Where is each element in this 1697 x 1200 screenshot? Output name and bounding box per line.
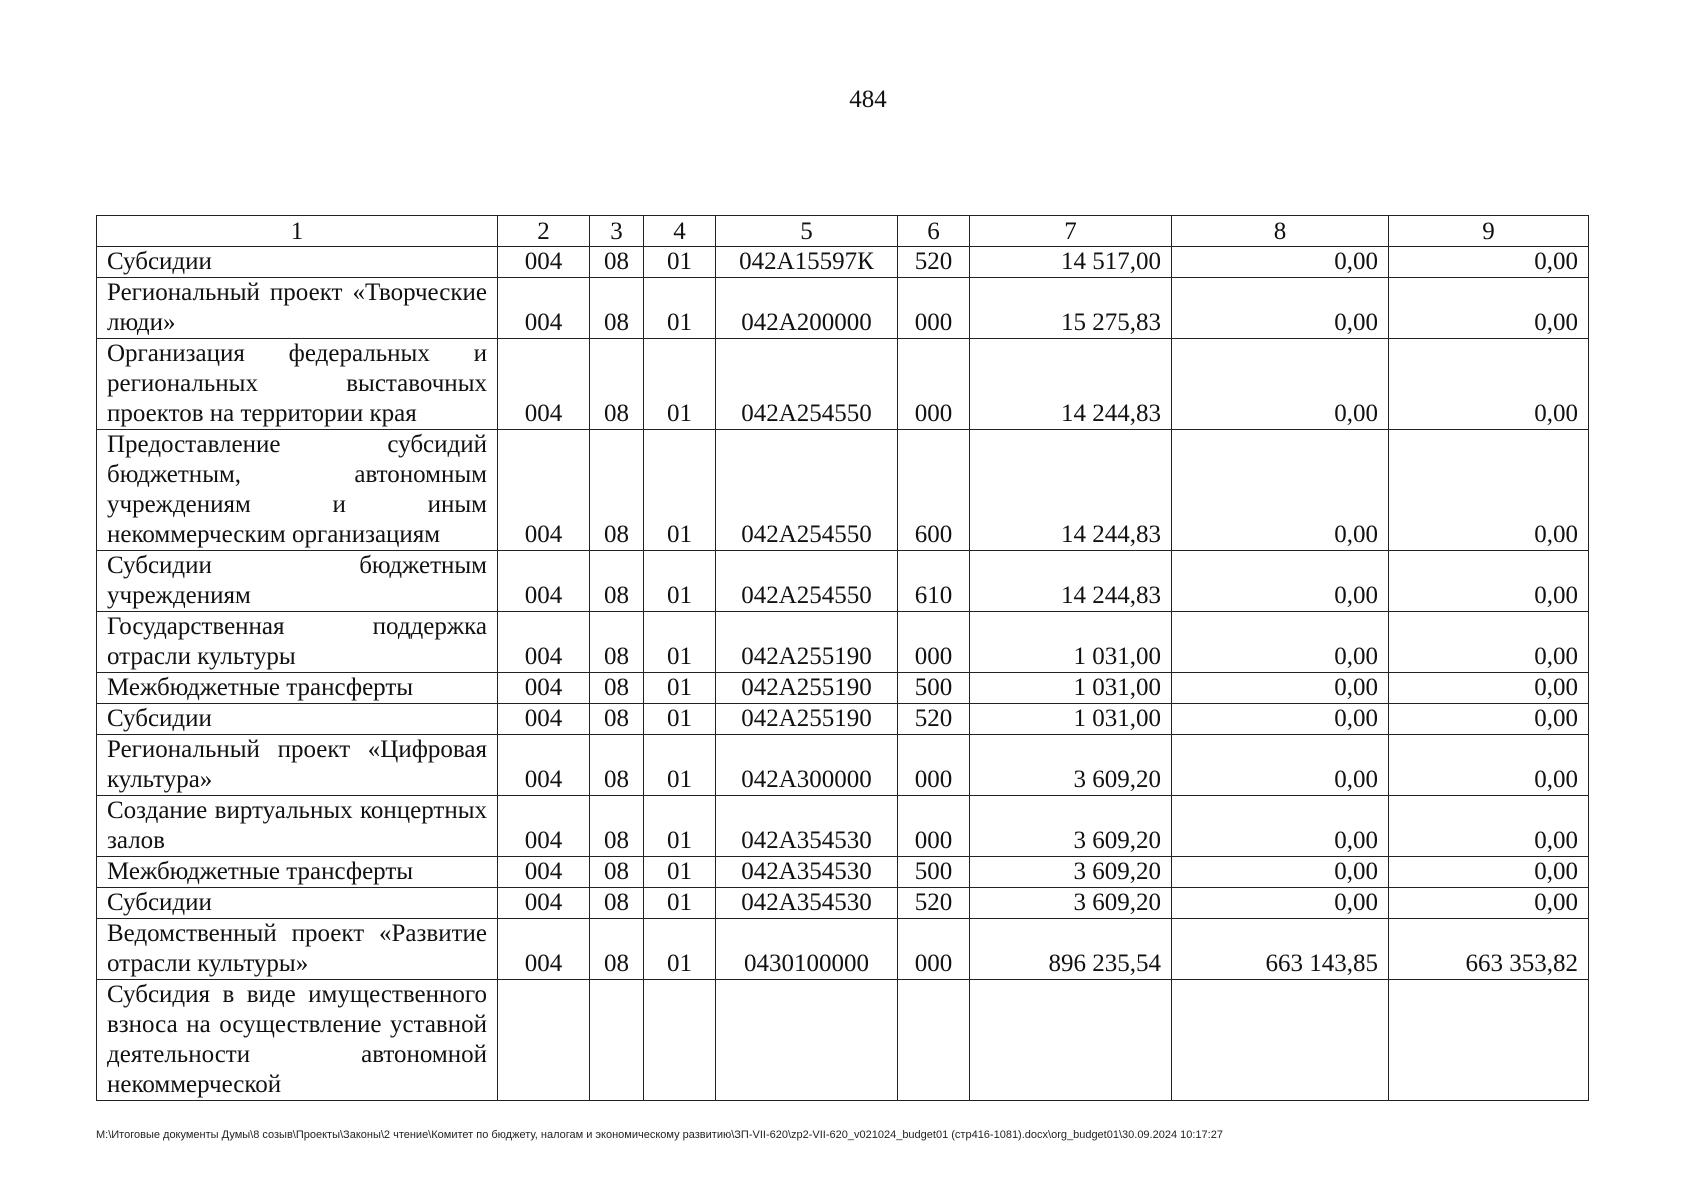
cell-col6: 520 [898,247,970,278]
column-header: 7 [970,216,1172,247]
cell-col9 [1389,980,1589,1101]
row-name: Межбюджетные трансферты [97,857,498,888]
cell-col4: 01 [644,278,716,339]
cell-col7 [970,980,1172,1101]
table-row [97,919,1589,980]
cell-col8: 0,00 [1172,247,1389,278]
cell-col6: 500 [898,857,970,888]
cell-col2: 004 [498,278,590,339]
cell-col5: 042А354530 [716,857,898,888]
cell-col6: 000 [898,735,970,796]
cell-col2: 004 [498,551,590,612]
cell-col4: 01 [644,339,716,430]
cell-col6: 000 [898,919,970,980]
cell-col5: 042А354530 [716,796,898,857]
cell-col2: 004 [498,796,590,857]
table-row [97,888,1589,919]
cell-col3: 08 [590,735,644,796]
cell-col5: 042А254550 [716,551,898,612]
cell-col6: 520 [898,704,970,735]
cell-col6: 000 [898,612,970,673]
cell-col2 [498,980,590,1101]
row-name: Региональный проект «Цифровая культура» [97,735,498,796]
cell-col7: 14 244,83 [970,339,1172,430]
cell-col4 [644,980,716,1101]
row-name: Ведомственный проект «Развитие отрасли культуры» [97,919,498,980]
budget-table [96,215,1589,1101]
column-header: 8 [1172,216,1389,247]
cell-col5: 042А15597К [716,247,898,278]
cell-col8: 0,00 [1172,278,1389,339]
cell-col2: 004 [498,339,590,430]
cell-col6: 000 [898,339,970,430]
row-name: Субсидии бюджетным учреждениям [97,551,498,612]
cell-col5: 042А300000 [716,735,898,796]
cell-col2: 004 [498,857,590,888]
cell-col3: 08 [590,704,644,735]
cell-col6 [898,980,970,1101]
cell-col3: 08 [590,612,644,673]
cell-col8: 0,00 [1172,430,1389,551]
row-name: Субсидии [97,247,498,278]
cell-col7: 1 031,00 [970,612,1172,673]
cell-col9: 0,00 [1389,339,1589,430]
cell-col4: 01 [644,612,716,673]
cell-col2: 004 [498,612,590,673]
cell-col3: 08 [590,430,644,551]
cell-col7: 14 244,83 [970,551,1172,612]
cell-col8: 0,00 [1172,673,1389,704]
column-header: 3 [590,216,644,247]
cell-col7: 1 031,00 [970,704,1172,735]
cell-col3 [590,980,644,1101]
table-row [97,430,1589,551]
cell-col7: 3 609,20 [970,735,1172,796]
cell-col9: 663 353,82 [1389,919,1589,980]
cell-col4: 01 [644,430,716,551]
cell-col8 [1172,980,1389,1101]
cell-col9: 0,00 [1389,796,1589,857]
cell-col8: 663 143,85 [1172,919,1389,980]
cell-col3: 08 [590,247,644,278]
row-name: Субсидии [97,888,498,919]
cell-col2: 004 [498,704,590,735]
cell-col9: 0,00 [1389,857,1589,888]
cell-col6: 600 [898,430,970,551]
cell-col3: 08 [590,551,644,612]
row-name: Региональный проект «Творческие люди» [97,278,498,339]
row-name: Государственная поддержка отрасли культуры [97,612,498,673]
cell-col8: 0,00 [1172,735,1389,796]
table-row [97,551,1589,612]
cell-col4: 01 [644,919,716,980]
row-name: Организация федеральных и региональных выставочных проектов на территории края [97,339,498,430]
cell-col6: 520 [898,888,970,919]
cell-col3: 08 [590,673,644,704]
page-number: 484 [849,86,887,113]
cell-col2: 004 [498,247,590,278]
table-row [97,247,1589,278]
cell-col2: 004 [498,673,590,704]
cell-col5: 042А255190 [716,673,898,704]
cell-col5: 042А255190 [716,612,898,673]
cell-col6: 500 [898,673,970,704]
cell-col7: 3 609,20 [970,796,1172,857]
cell-col5: 042А255190 [716,704,898,735]
cell-col9: 0,00 [1389,888,1589,919]
cell-col9: 0,00 [1389,247,1589,278]
header-row [97,216,1589,247]
table-row [97,704,1589,735]
cell-col7: 896 235,54 [970,919,1172,980]
cell-col2: 004 [498,430,590,551]
cell-col3: 08 [590,339,644,430]
cell-col8: 0,00 [1172,857,1389,888]
table-row [97,980,1589,1101]
table-row [97,857,1589,888]
cell-col3: 08 [590,796,644,857]
cell-col4: 01 [644,247,716,278]
cell-col8: 0,00 [1172,551,1389,612]
cell-col8: 0,00 [1172,704,1389,735]
cell-col9: 0,00 [1389,430,1589,551]
cell-col7: 14 244,83 [970,430,1172,551]
column-header: 2 [498,216,590,247]
cell-col9: 0,00 [1389,673,1589,704]
cell-col7: 1 031,00 [970,673,1172,704]
column-header: 4 [644,216,716,247]
table-row [97,735,1589,796]
table-row [97,673,1589,704]
cell-col4: 01 [644,857,716,888]
cell-col9: 0,00 [1389,612,1589,673]
table-row [97,612,1589,673]
row-name: Создание виртуальных концертных залов [97,796,498,857]
cell-col4: 01 [644,673,716,704]
row-name: Субсидия в виде имущественного взноса на осуществление уставной деятельности автономной некоммерческой [97,980,498,1101]
cell-col3: 08 [590,919,644,980]
table-row [97,278,1589,339]
cell-col7: 15 275,83 [970,278,1172,339]
cell-col4: 01 [644,551,716,612]
cell-col5: 042А354530 [716,888,898,919]
cell-col7: 14 517,00 [970,247,1172,278]
cell-col3: 08 [590,278,644,339]
cell-col7: 3 609,20 [970,857,1172,888]
row-name: Субсидии [97,704,498,735]
cell-col6: 610 [898,551,970,612]
cell-col2: 004 [498,888,590,919]
cell-col4: 01 [644,796,716,857]
cell-col4: 01 [644,888,716,919]
cell-col8: 0,00 [1172,612,1389,673]
column-header: 5 [716,216,898,247]
cell-col8: 0,00 [1172,339,1389,430]
footer-file-path: M:\Итоговые документы Думы\8 созыв\Проекты\Законы\2 чтение\Комитет по бюджету, налогам и экономическому развитию\ЗП-VII-620\zp2-VII-620_v021024_budget01 (стр416-1081).docx\org_budget01\30.09.2024 10:17:27 [96,1129,1223,1141]
cell-col2: 004 [498,735,590,796]
table-row [97,796,1589,857]
cell-col3: 08 [590,888,644,919]
cell-col9: 0,00 [1389,735,1589,796]
table-row [97,339,1589,430]
column-header: 6 [898,216,970,247]
cell-col5: 0430100000 [716,919,898,980]
cell-col5: 042А254550 [716,430,898,551]
cell-col9: 0,00 [1389,704,1589,735]
cell-col6: 000 [898,278,970,339]
column-header: 1 [97,216,498,247]
cell-col9: 0,00 [1389,278,1589,339]
cell-col9: 0,00 [1389,551,1589,612]
column-header: 9 [1389,216,1589,247]
cell-col4: 01 [644,704,716,735]
cell-col4: 01 [644,735,716,796]
cell-col7: 3 609,20 [970,888,1172,919]
cell-col5 [716,980,898,1101]
cell-col8: 0,00 [1172,888,1389,919]
row-name: Межбюджетные трансферты [97,673,498,704]
cell-col6: 000 [898,796,970,857]
cell-col3: 08 [590,857,644,888]
row-name: Предоставление субсидий бюджетным, автономным учреждениям и иным некоммерческим организациям [97,430,498,551]
cell-col5: 042А200000 [716,278,898,339]
cell-col2: 004 [498,919,590,980]
cell-col5: 042А254550 [716,339,898,430]
cell-col8: 0,00 [1172,796,1389,857]
